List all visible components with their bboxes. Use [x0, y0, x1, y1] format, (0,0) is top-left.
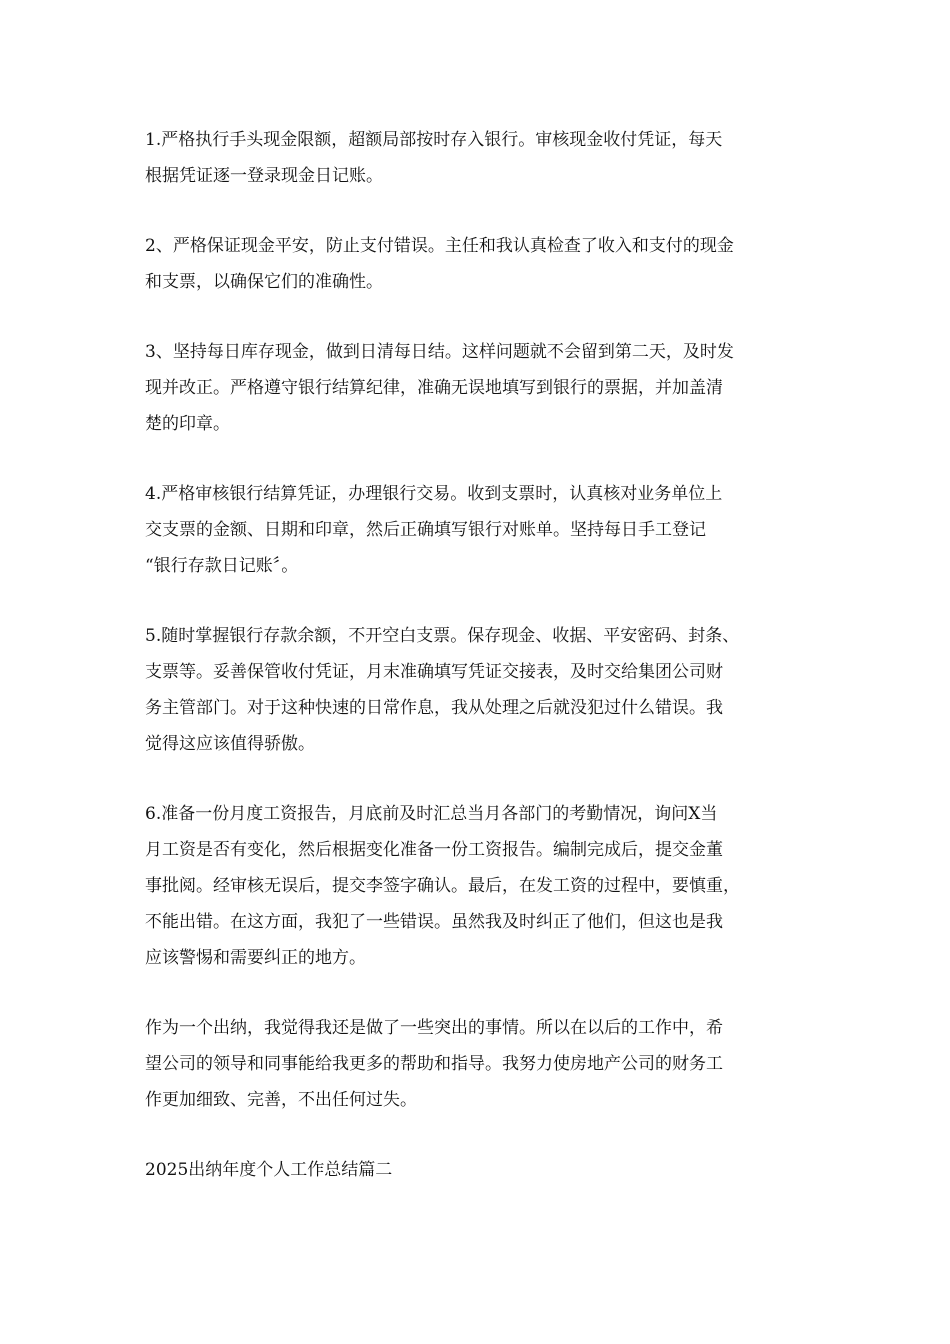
- paragraph-5: 5.随时掌握银行存款余额，不开空白支票。保存现金、收据、平安密码、封条、 支票等。妥善保管收付凭证，月末准确填写凭证交接表，及时交给集团公司财 务主管部门。对于这种快速的日常作息，我从处理之后就没犯过什么错误。我 觉得这应该值得骄傲。: [145, 626, 740, 754]
- paragraph-6: 6.准备一份月度工资报告，月底前及时汇总当月各部门的考勤情况，询问X当 月工资是否有变化，然后根据变化准备一份工资报告。编制完成后，提交金董 事批阅。经审核无误后，提交李签字确认。最后，在发工资的过程中，要慎重， 不能出错。在这方面，我犯了一些错误。虽然我及时纠正了他们，但这也是我 应该警惕和需要纠正的地方。: [145, 804, 740, 968]
- paragraph-1: 1.严格执行手头现金限额，超额局部按时存入银行。审核现金收付凭证，每天 根据凭证逐一登录现金日记账。: [145, 130, 723, 186]
- paragraph-2: 2、严格保证现金平安，防止支付错误。主任和我认真检查了收入和支付的现金 和支票，以确保它们的准确性。: [145, 236, 734, 292]
- section-heading: 2025出纳年度个人工作总结篇二: [145, 1160, 393, 1180]
- paragraph-conclusion: 作为一个出纳，我觉得我还是做了一些突出的事情。所以在以后的工作中，希 望公司的领导和同事能给我更多的帮助和指导。我努力使房地产公司的财务工 作更加细致、完善，不出任何过失。: [145, 1018, 723, 1110]
- document-page: [145, 122, 810, 1188]
- paragraph-3: 3、坚持每日库存现金，做到日清每日结。这样问题就不会留到第二天，及时发 现并改正。严格遵守银行结算纪律，准确无误地填写到银行的票据，并加盖清 楚的印章。: [145, 342, 734, 434]
- paragraph-4: 4.严格审核银行结算凭证，办理银行交易。收到支票时，认真核对业务单位上 交支票的金额、日期和印章，然后正确填写银行对账单。坚持每日手工登记 “银行存款日记账〞。: [145, 484, 723, 576]
